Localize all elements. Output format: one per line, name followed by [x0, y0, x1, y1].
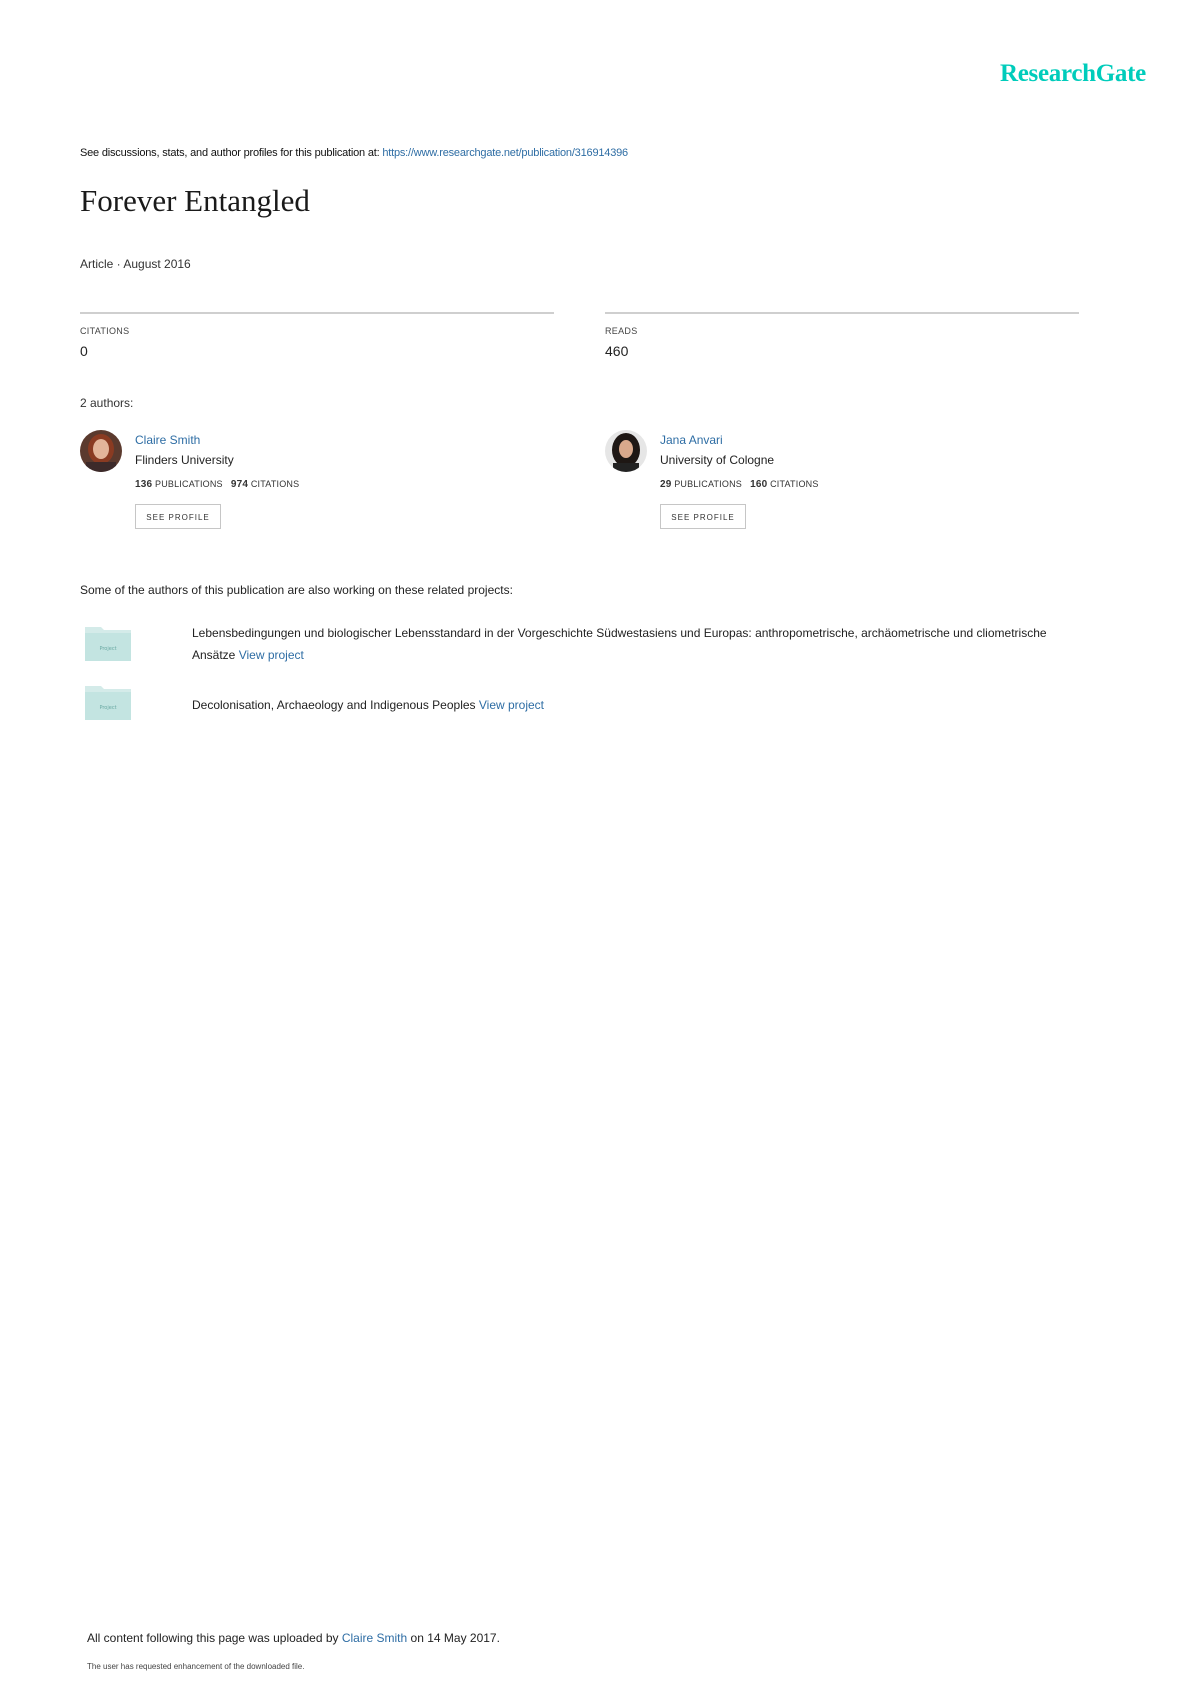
- upload-suffix: on 14 May 2017.: [407, 1631, 500, 1645]
- reads-value: 460: [605, 343, 629, 359]
- author-institution: University of Cologne: [660, 453, 775, 467]
- reads-label: READS: [605, 326, 638, 336]
- reads-divider: [605, 312, 1079, 314]
- uploader-link[interactable]: Claire Smith: [341, 1631, 408, 1645]
- publication-meta: Article · August 2016: [80, 257, 191, 271]
- project-title: Decolonisation, Archaeology and Indigenous Peoples: [192, 698, 479, 712]
- avatar[interactable]: [80, 430, 122, 472]
- see-profile-button[interactable]: SEE PROFILE: [660, 504, 746, 529]
- citations-divider: [80, 312, 554, 314]
- author-citations-label: CITATIONS: [770, 479, 819, 489]
- project-folder-icon[interactable]: [85, 625, 131, 661]
- authors-count: 2 authors:: [80, 396, 134, 410]
- discussion-line: [80, 147, 628, 159]
- author-institution: Flinders University: [135, 453, 234, 467]
- related-projects-intro: Some of the authors of this publication are also working on these related projects:: [80, 583, 513, 597]
- citations-label: CITATIONS: [80, 326, 130, 336]
- see-profile-button[interactable]: SEE PROFILE: [135, 504, 221, 529]
- svg-text:Project: Project: [99, 705, 117, 711]
- project-folder-icon[interactable]: [85, 684, 131, 720]
- avatar-photo-icon: [80, 430, 122, 472]
- author-publications-count: 136: [135, 479, 153, 490]
- enhancement-note: The user has requested enhancement of the downloaded file.: [87, 1662, 305, 1671]
- view-project-link[interactable]: View project: [238, 648, 304, 662]
- publication-url-link[interactable]: https://www.researchgate.net/publication/316914396: [382, 147, 628, 159]
- discussion-prefix: See discussions, stats, and author profiles for this publication at:: [80, 147, 383, 159]
- author-name-link[interactable]: Claire Smith: [135, 433, 201, 447]
- author-stats: [660, 479, 819, 490]
- author-citations-count: 974: [230, 479, 249, 490]
- researchgate-logo[interactable]: ResearchGate: [1000, 60, 1146, 87]
- author-citations-count: 160: [750, 479, 768, 490]
- author-publications-label: PUBLICATIONS: [155, 479, 223, 489]
- list-item: [192, 622, 1092, 666]
- avatar[interactable]: [605, 430, 647, 472]
- upload-notice: [87, 1631, 500, 1645]
- upload-prefix: All content following this page was uploaded by: [87, 1631, 342, 1645]
- author-stats: [135, 479, 299, 490]
- list-item: [192, 694, 1092, 716]
- project-title: Lebensbedingungen und biologischer Lebensstandard in der Vorgeschichte Südwestasiens und Europas: anthropometrische, archäometrische und cliometrische Ansätze: [192, 626, 1047, 662]
- svg-text:Project: Project: [99, 646, 117, 652]
- author-publications-count: 29: [660, 479, 672, 490]
- view-project-link[interactable]: View project: [478, 698, 545, 712]
- citations-value: 0: [80, 343, 88, 359]
- author-citations-label: CITATIONS: [250, 479, 300, 489]
- author-name-link[interactable]: Jana Anvari: [660, 433, 723, 447]
- avatar-photo-icon: [605, 430, 647, 472]
- author-publications-label: PUBLICATIONS: [674, 479, 742, 489]
- publication-title: Forever Entangled: [80, 183, 310, 218]
